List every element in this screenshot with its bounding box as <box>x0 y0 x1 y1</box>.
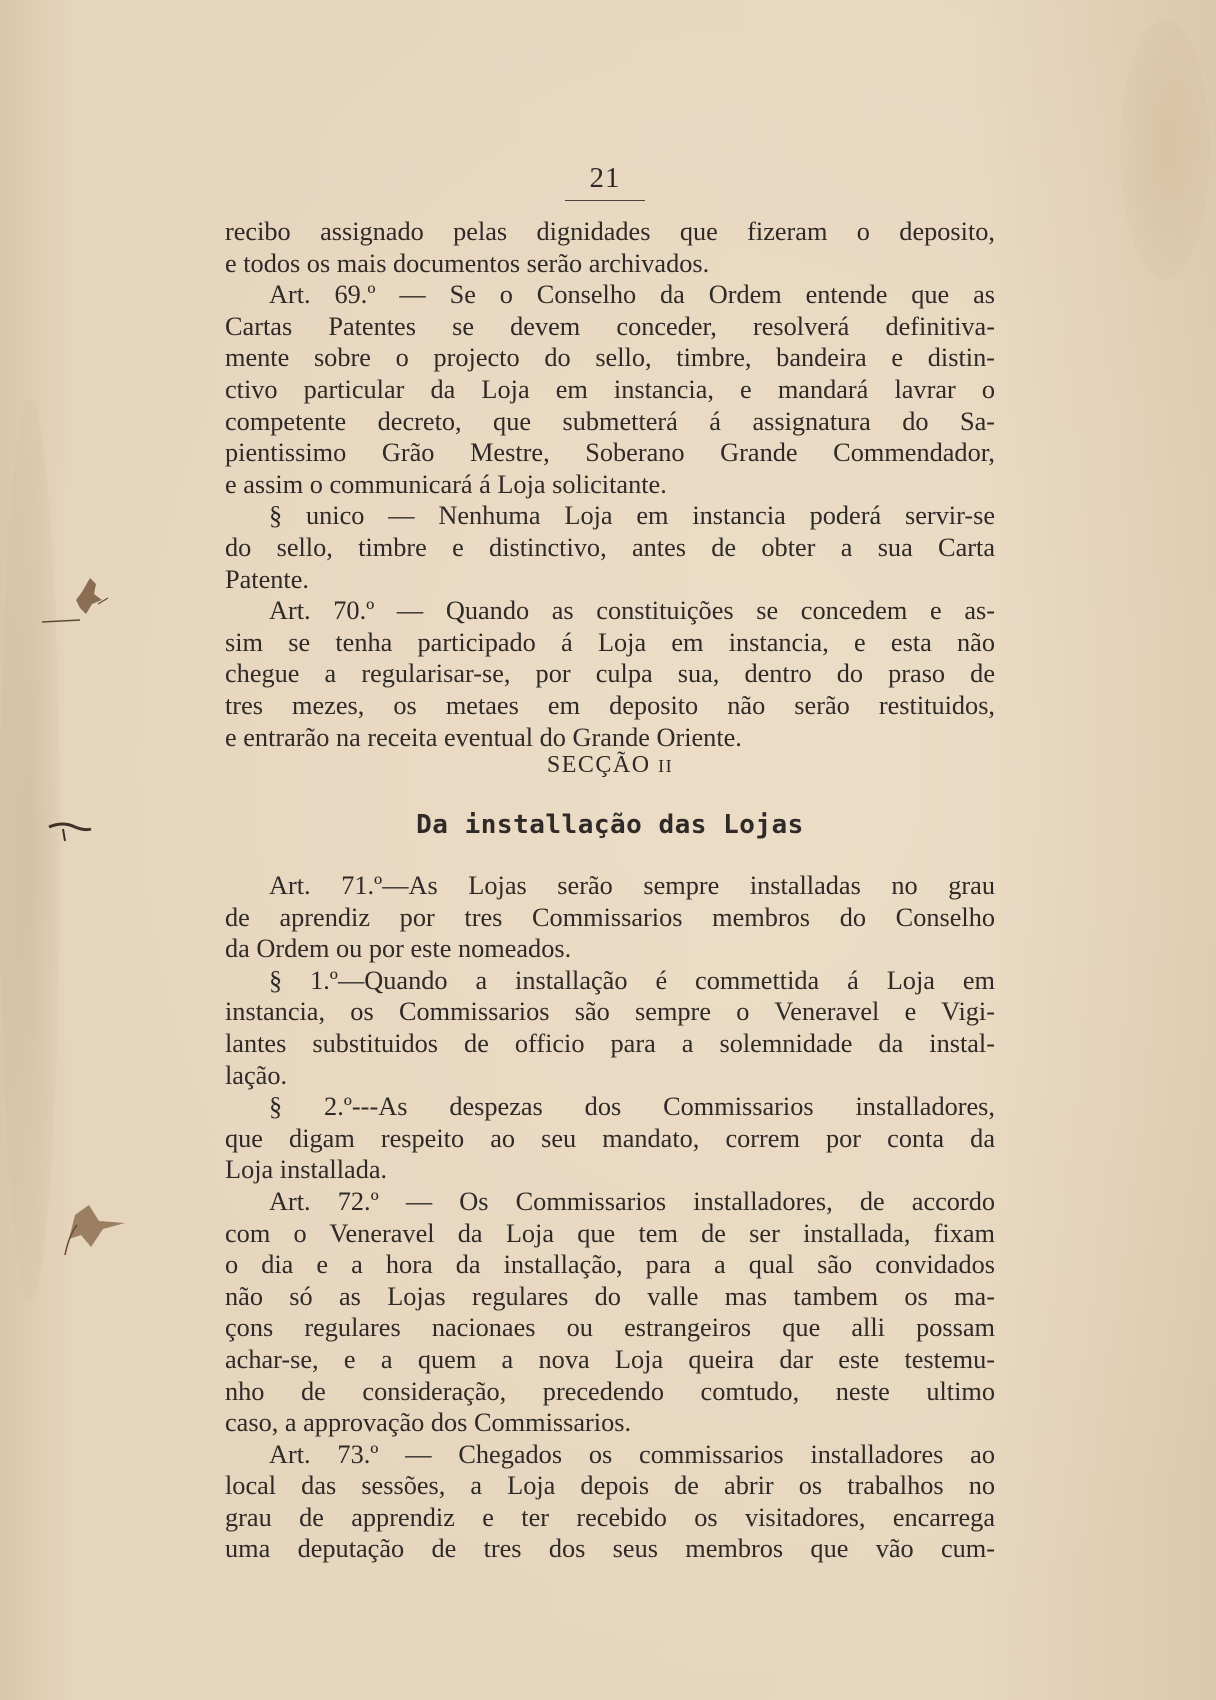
page-number-rule <box>565 200 645 201</box>
text-line: Cartas Patentes se devem conceder, resolverá definitiva- <box>225 311 995 341</box>
page-number: 21 <box>589 162 621 194</box>
body-text-lower <box>225 870 995 1565</box>
section-word: SECÇÃO <box>546 752 651 778</box>
text-line: com o Veneravel da Loja que tem de ser installada, fixam <box>225 1218 995 1248</box>
paragraph-2-line: § 2.º---As despezas dos Commissarios installadores, <box>269 1092 995 1122</box>
text-line: pientissimo Grão Mestre, Soberano Grande Commendador, <box>225 438 995 468</box>
text-line: local das sessões, a Loja depois de abrir os trabalhos no <box>225 1471 995 1501</box>
text-line: do sello, timbre e distinctivo, antes de obter a sua Carta <box>225 532 995 562</box>
margin-blot-mark <box>55 1195 135 1265</box>
section-label <box>225 752 995 779</box>
text-line: e todos os mais documentos serão archivados. <box>225 248 710 278</box>
text-line: Patente. <box>225 564 309 594</box>
text-line: de aprendiz por tres Commissarios membros do Conselho <box>225 902 995 932</box>
article-71-line: Art. 71.º—As Lojas serão sempre installadas no grau <box>269 871 995 900</box>
text-line: não só as Lojas regulares do valle mas tambem os ma- <box>225 1281 995 1311</box>
text-line: lação. <box>225 1060 288 1090</box>
section-number: II <box>658 756 674 776</box>
text-line: çons regulares nacionaes ou estrangeiros que alli possam <box>225 1313 995 1343</box>
paper-stain <box>0 400 60 1300</box>
text-line: recibo assignado pelas dignidades que fizeram o deposito, <box>225 217 995 246</box>
article-73-line: Art. 73.º — Chegados os commissarios installadores ao <box>269 1439 995 1469</box>
text-line: nho de consideração, precedendo comtudo, neste ultimo <box>225 1376 995 1406</box>
text-line: caso, a approvação dos Commissarios. <box>225 1408 632 1438</box>
text-line: ctivo particular da Loja em instancia, e mandará lavrar o <box>225 374 995 404</box>
article-72-line: Art. 72.º — Os Commissarios installadores, de accordo <box>269 1186 995 1216</box>
text-line: achar-se, e a quem a nova Loja queira dar este testemu- <box>225 1344 995 1374</box>
text-line: competente decreto, que submetterá á assignatura do Sa- <box>225 406 995 436</box>
text-line: e entrarão na receita eventual do Grande Oriente. <box>225 722 742 752</box>
paper-stain <box>1120 20 1210 280</box>
text-line: uma deputação de tres dos seus membros que vão cum- <box>225 1534 995 1564</box>
text-line: e assim o communicará á Loja solicitante. <box>225 469 667 499</box>
margin-blot-mark <box>45 815 95 845</box>
paragraph-1-line: § 1.º—Quando a installação é commettida á Loja em <box>269 965 995 995</box>
text-line: lantes substituidos de officio para a solemnidade da instal- <box>225 1028 995 1058</box>
body-text-upper <box>225 216 995 753</box>
article-69-line: Art. 69.º — Se o Conselho da Ordem entende que as <box>269 280 995 310</box>
text-line: tres mezes, os metaes em deposito não serão restituidos, <box>225 690 995 720</box>
text-line: da Ordem ou por este nomeados. <box>225 934 572 964</box>
text-line: grau de apprendiz e ter recebido os visitadores, encarrega <box>225 1502 995 1532</box>
text-line: instancia, os Commissarios são sempre o Veneravel e Vigi- <box>225 997 995 1027</box>
text-line: chegue a regularisar-se, por culpa sua, dentro do praso de <box>225 659 995 689</box>
margin-blot-mark <box>40 570 110 630</box>
text-line: que digam respeito ao seu mandato, correm por conta da <box>225 1123 995 1153</box>
text-line: mente sobre o projecto do sello, timbre, bandeira e distin- <box>225 343 995 373</box>
text-line: o dia e a hora da installação, para a qual são convidados <box>225 1250 995 1280</box>
text-line: sim se tenha participado á Loja em instancia, e esta não <box>225 627 995 657</box>
text-line: Loja installada. <box>225 1155 388 1185</box>
paragraph-unico-line: § unico — Nenhuma Loja em instancia poderá servir-se <box>269 501 995 531</box>
article-70-line: Art. 70.º — Quando as constituições se concedem e as- <box>269 596 995 626</box>
section-title: Da installação das Lojas <box>416 810 804 840</box>
